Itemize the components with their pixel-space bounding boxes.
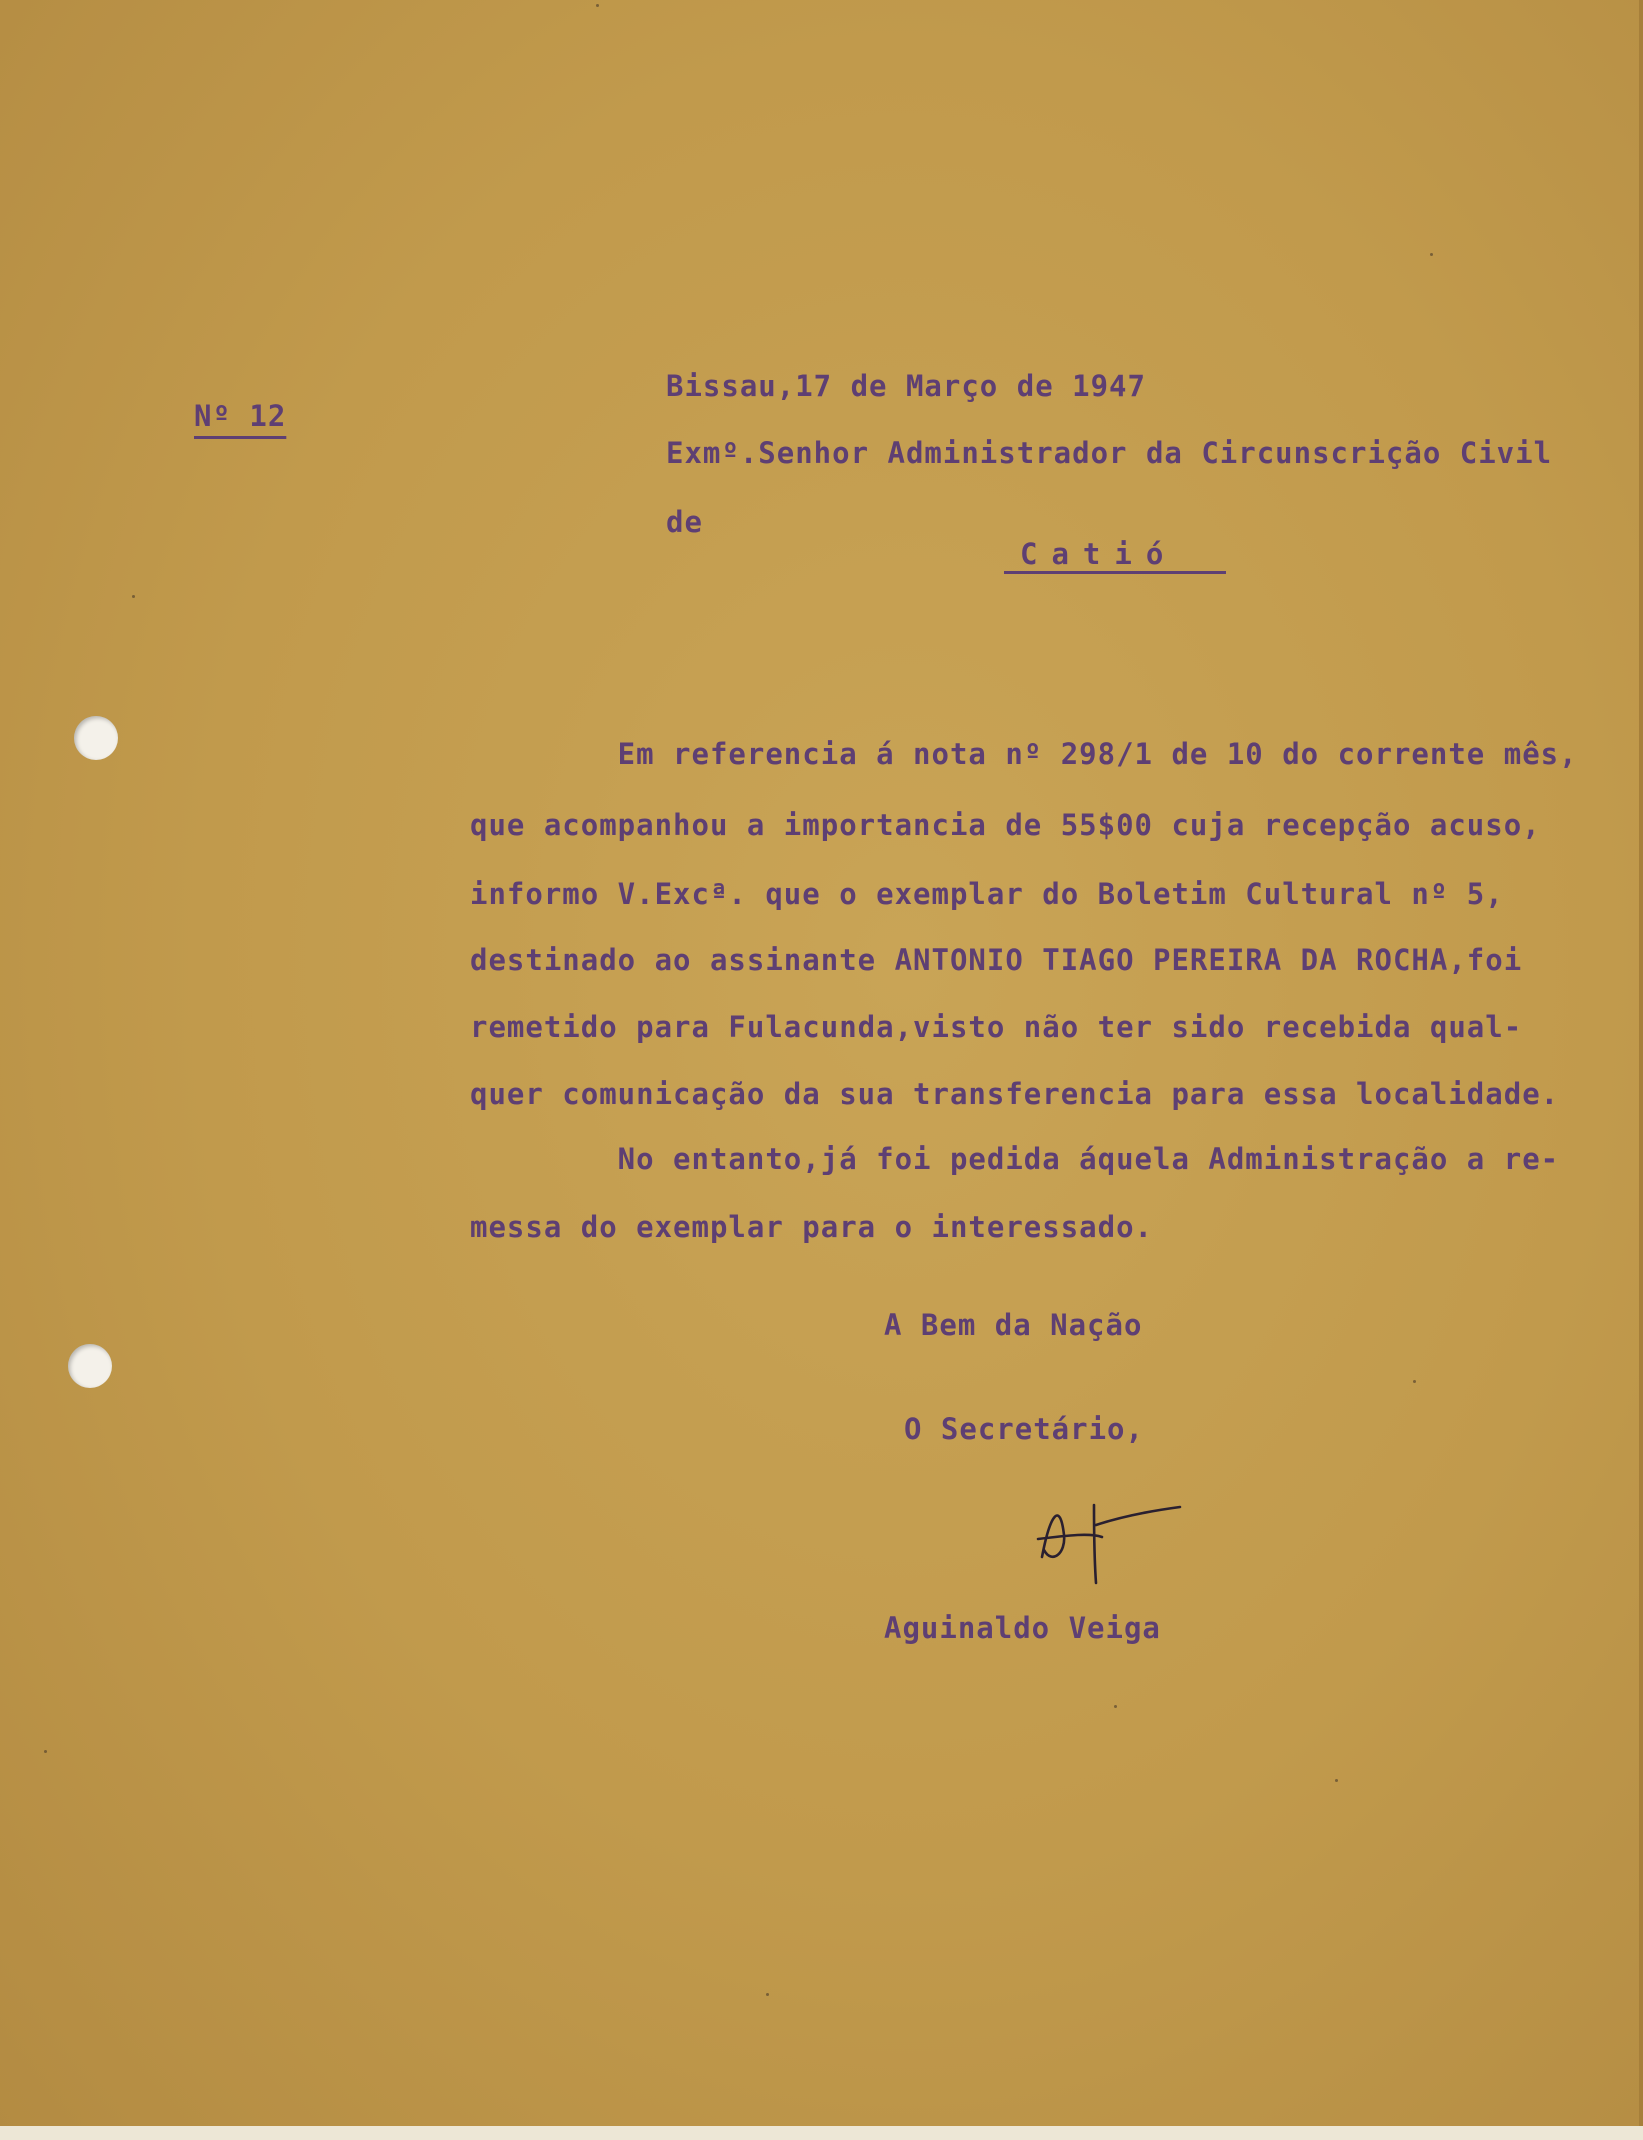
body-line: Em referencia á nota nº 298/1 de 10 do corrente mês, xyxy=(470,737,1578,771)
body-line: No entanto,já foi pedida áquela Administração a re- xyxy=(470,1142,1560,1176)
punch-hole-bottom xyxy=(68,1344,112,1388)
closing-salutation: A Bem da Nação xyxy=(884,1308,1143,1342)
body-line: destinado ao assinante ANTONIO TIAGO PEREIRA DA ROCHA,foi xyxy=(470,943,1523,977)
paper-speck xyxy=(1114,1705,1117,1708)
reference-number: Nº 12 xyxy=(194,399,287,433)
paper-speck xyxy=(1430,253,1433,256)
signer-name: Aguinaldo Veiga xyxy=(884,1611,1161,1645)
page-edge-right xyxy=(1639,0,1643,2140)
addressee-line: de xyxy=(666,505,703,539)
destination-underline xyxy=(1004,571,1226,574)
body-line: que acompanhou a importancia de 55$00 cuja recepção acuso, xyxy=(470,808,1541,842)
punch-hole-top xyxy=(74,716,118,760)
paper-speck xyxy=(596,4,599,7)
body-line: quer comunicação da sua transferencia para essa localidade. xyxy=(470,1077,1560,1111)
destination-name: Catió xyxy=(1020,537,1178,571)
body-line: messa do exemplar para o interessado. xyxy=(470,1210,1154,1244)
body-line: informo V.Excª. que o exemplar do Boletim Cultural nº 5, xyxy=(470,877,1504,911)
handwritten-signature xyxy=(1030,1495,1190,1590)
addressee-line: Exmº.Senhor Administrador da Circunscrição Civil xyxy=(666,436,1553,470)
paper-speck xyxy=(1413,1380,1416,1383)
page-edge-bottom xyxy=(0,2126,1643,2140)
paper-speck xyxy=(44,1750,47,1753)
place-and-date: Bissau,17 de Março de 1947 xyxy=(666,369,1146,403)
paper-speck xyxy=(766,1993,769,1996)
signer-title: O Secretário, xyxy=(904,1412,1144,1446)
paper-speck xyxy=(1335,1779,1338,1782)
paper-speck xyxy=(132,595,135,598)
body-line: remetido para Fulacunda,visto não ter sido recebida qual- xyxy=(470,1010,1523,1044)
